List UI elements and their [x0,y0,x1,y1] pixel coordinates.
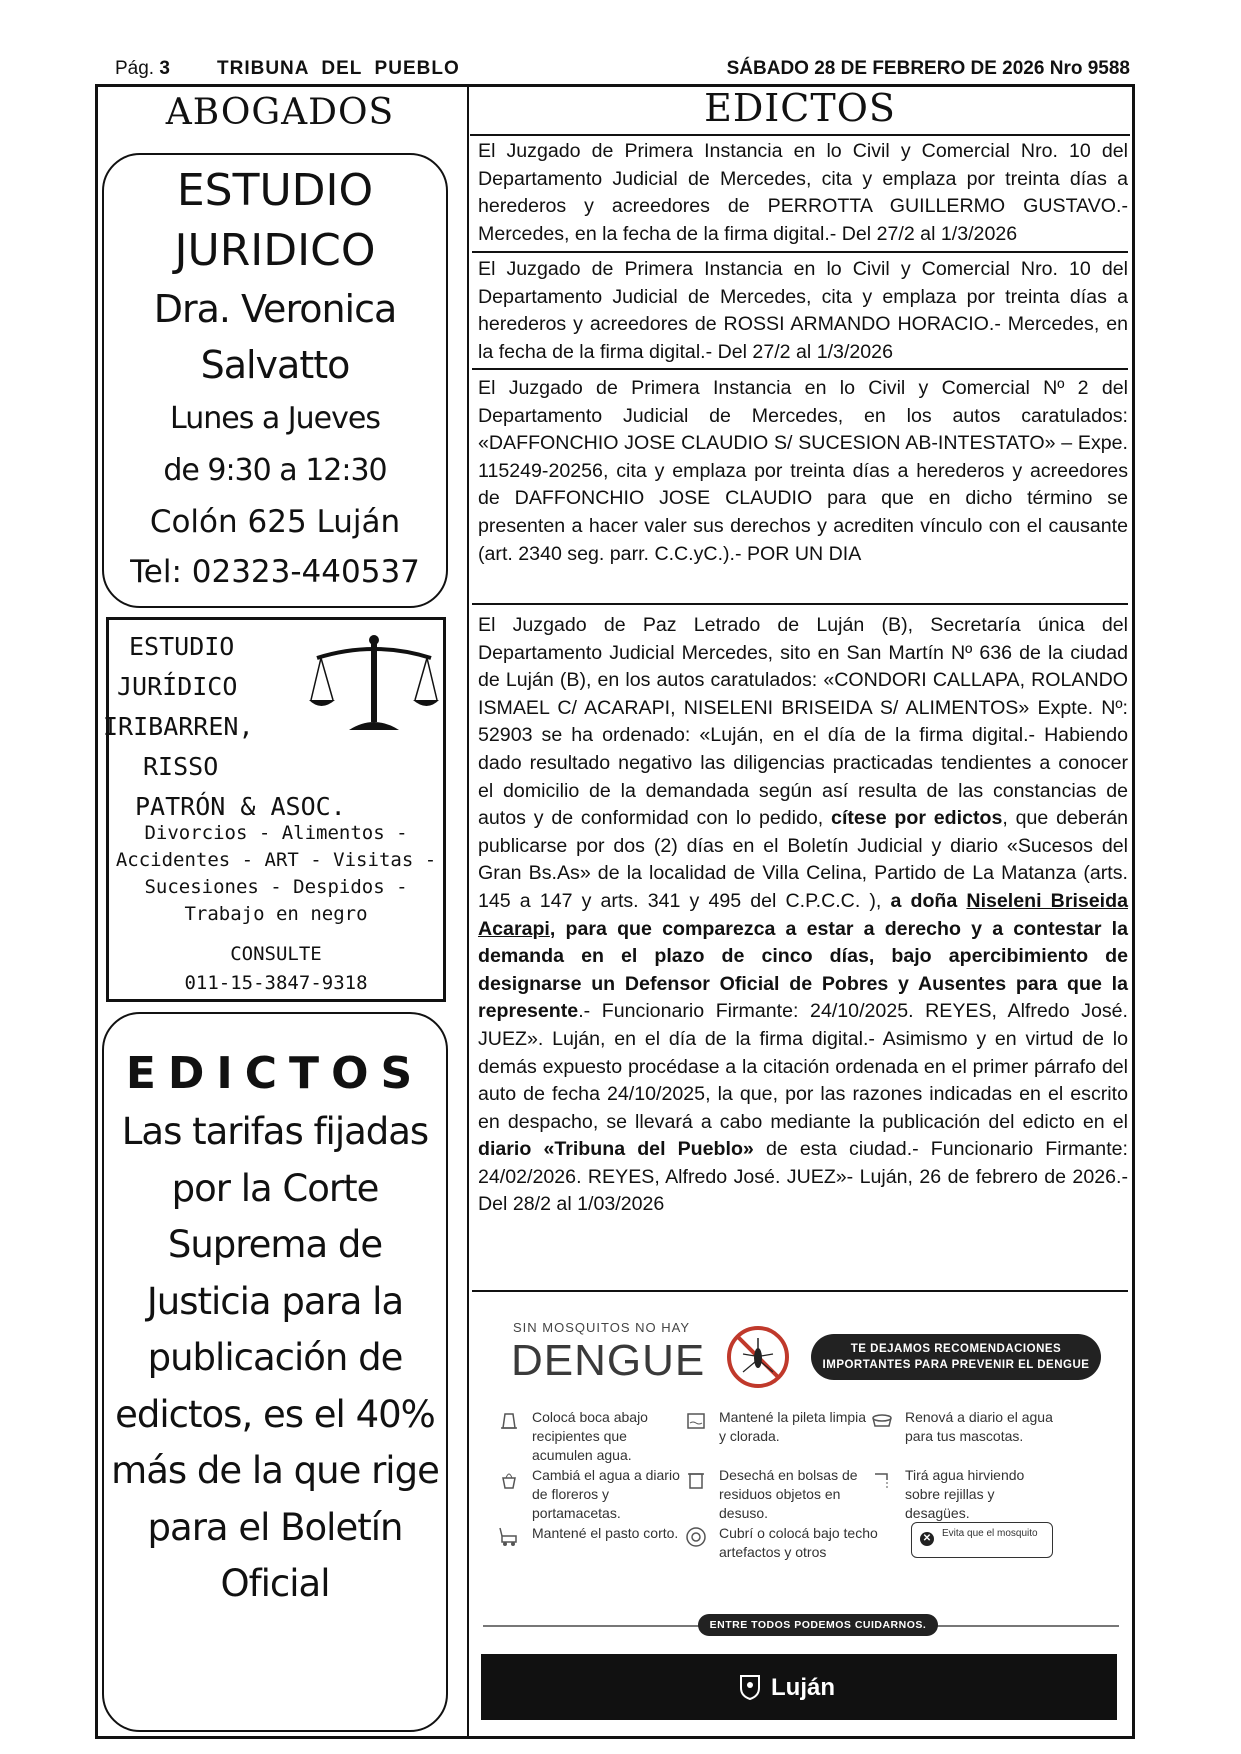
edict-bold: , para que comparezca a estar a derecho y a contestar la demanda en el plazo de cinco días, bajo apercibimiento de designarse un Defensor Oficial de Pobres y Ausentes para que la represente [478,917,1128,1023]
bucket-icon [498,1410,520,1432]
ad-line: ESTUDIO [129,632,235,661]
faucet-icon [871,1468,893,1490]
pet-bowl-icon [871,1410,893,1432]
scales-of-justice-icon [309,630,439,740]
section-title-abogados: ABOGADOS [165,92,395,133]
ad-line: JURÍDICO [117,672,238,701]
page-number: 3 [159,58,170,79]
lawnmower-icon [498,1526,520,1548]
ad-line: Salvatto [200,343,350,387]
edict-perrotta: El Juzgado de Primera Instancia en lo Civil y Comercial Nro. 10 del Departamento Judicial de Mercedes, cita y emplaza por treinta días a herederos y acreedores de PERROTTA GUILLERMO GUSTAVO.- Mercedes, en la fecha de la firma digital.- Del 27/2 al 1/3/2026 [472,138,1128,253]
pool-icon [685,1410,707,1432]
edict-bold: a doña [890,889,958,912]
ad-line: Dra. Veronica [153,287,397,331]
edict-daffonchio: El Juzgado de Primera Instancia en lo Civil y Comercial Nº 2 del Departamento Judicial de Mercedes, en los autos caratulados: «DAFFONCHIO JOSE CLAUDIO S/ SUCESION AB-INTESTATO» – Expe. 115249-20256, cita y emplaza por treinta días a herederos y acreedores de DAFFONCHIO JOSE CLAUDIO para que en dicho término se presenten a hacer valer sus derechos y acrediten vínculo con el causante (art. 2340 seg. parr. C.C.yC.).- POR UN DIA [472,375,1128,605]
edict-bold: cítese por edictos [831,807,1003,830]
trash-bin-icon [685,1468,707,1490]
lujan-shield-icon [739,1674,761,1700]
column-divider [467,87,469,1737]
edict-rossi: El Juzgado de Primera Instancia en lo Civil y Comercial Nro. 10 del Departamento Judicial de Mercedes, cita y emplaza por treinta días a herederos y acreedores de ROSSI ARMANDO HORACIO.- Mercedes, en la fecha de la firma digital.- Del 27/2 al 1/3/2026 [472,256,1128,370]
ad-address: Colón 625 Luján [149,504,401,540]
ad-line: JURIDICO [174,225,376,276]
ad-pill: TE DEJAMOS RECOMENDACIONES IMPORTANTES PARA PREVENIR EL DENGUE [811,1334,1101,1380]
ad-slogan: ENTRE TODOS PODEMOS CUIDARNOS. [698,1614,938,1636]
ad-estudio-iribarren [103,617,446,1002]
edict-condori: El Juzgado de Paz Letrado de Luján (B), Secretaría única del Departamento Judicial Mercedes, sito en San Martín Nº 636 de la ciudad de Luján (B), en los autos caratulados: «CONDORI CALLAPA, ROLANDO ISMAEL C/ ACARAPI, NISELENI BRISEIDA S/ ALIMENTOS» Expte. Nº: 52903 se ha ordenado: «Luján, en el día de la firma digital.- Habiendo dado resultado negativo las diligencias practicadas tendientes a conocer el domicilio de la demandada según así resulta de las constancias de autos y de conformidad con lo pedido, cítese por edictos, que deberán publicarse por dos (2) días en el Boletín Judicial y diario «Sucesos del Gran Bs.As» de la localidad de Villa Celina, Partido de La Matanza (arts. 145 a 147 y arts. 341 y 495 del C.P.C.C. ), a doña Niseleni Briseida Acarapi, para que comparezca a estar a derecho y a contestar la demanda en el plazo de cinco días, bajo apercibimiento de designarse un Defensor Oficial de Pobres y Ausentes para que la represente.- Funcionario Firmante: 24/10/2025. REYES, Alfredo José. JUEZ». Luján, en el día de la firma digital.- Asimismo y en virtud de lo demás expuesto procédase a la citación ordenada en el primer párrafo del auto de fecha 24/10/2025, la que, por las razones indicadas en el escrito en despacho, se llevará a cabo mediante la publicación del edicto en el diario «Tribuna del Pueblo» de esta ciudad.- Funcionario Firmante: 24/02/2026. REYES, Alfredo José. JUEZ»- Luján, 26 de febrero de 2026.- Del 28/2 al 1/03/2026 [472,612,1128,1292]
ad-line: Lunes a Jueves [170,401,380,436]
ad-services: Divorcios - Alimentos - Accidentes - ART - Visitas - Sucesiones - Despidos - Trabajo en negro [115,822,437,925]
ad-line: de 9:30 a 12:30 [163,453,387,488]
dengue-ad: SIN MOSQUITOS NO HAY DENGUE TE DEJAMOS RECOMENDACIONES IMPORTANTES PARA PREVENIR EL DENGUE Colocá boca abajo recipientes que acumulen agua. Mantené la pileta limpia y clorada. Renová a diario el agua para tus mascotas. Cambiá el agua a diario de floreros y portamacetas. Desechá en bolsas de residuos objetos en desuso. Tirá agua hirviendo sobre rejillas y desagües. Mantené el pasto corto. Cubrí o colocá bajo techo artefactos y otros ✕ Evita que el mosquito ENTRE TODOS PODEMOS CUIDARNOS. Luján [473,1300,1129,1735]
ad-footer [481,1654,1117,1720]
flower-pot-icon [498,1468,520,1490]
ad-line: IRIBARREN, [103,712,254,741]
ad-consult [109,940,443,998]
evita-box: ✕ Evita que el mosquito [911,1522,1053,1558]
ad-footer-label: Luján [771,1674,835,1701]
section-title-edictos: EDICTOS [470,86,1130,136]
ad-body: Las tarifas fijadas por la Corte Suprema de Justicia para la publicación de edictos, es el 40% más de la que rige para el Boletín Oficial [111,1110,439,1605]
tire-icon [685,1526,707,1548]
ad-dengue-title: DENGUE [511,1336,706,1385]
issue-date: SÁBADO 28 DE FEBRERO DE 2026 Nro 9588 [726,58,1130,79]
no-mosquito-icon [725,1324,791,1390]
ad-tagline: SIN MOSQUITOS NO HAY [513,1320,690,1335]
edict-bold: diario «Tribuna del Pueblo» [478,1138,754,1161]
ad-heading: EDICTOS [125,1048,425,1099]
consult-label: CONSULTE [230,943,322,965]
ad-estudio-salvatto [102,153,448,608]
ad-phone: 011-15-3847-9318 [184,972,368,994]
ad-line: PATRÓN & ASOC. [135,792,346,821]
edict-underlined-name: Niseleni Briseida Acarapi [478,889,1128,940]
page-header [115,58,1130,84]
ad-edictos-tarifas [102,1012,448,1732]
ad-phone: Tel: 02323-440537 [130,554,420,590]
ad-line: RISSO [143,752,219,781]
ad-line: ESTUDIO [176,165,374,216]
x-icon: ✕ [920,1532,934,1546]
newspaper-name: TRIBUNA DEL PUEBLO [217,58,460,79]
page-label: Pág. 3 [115,58,170,79]
